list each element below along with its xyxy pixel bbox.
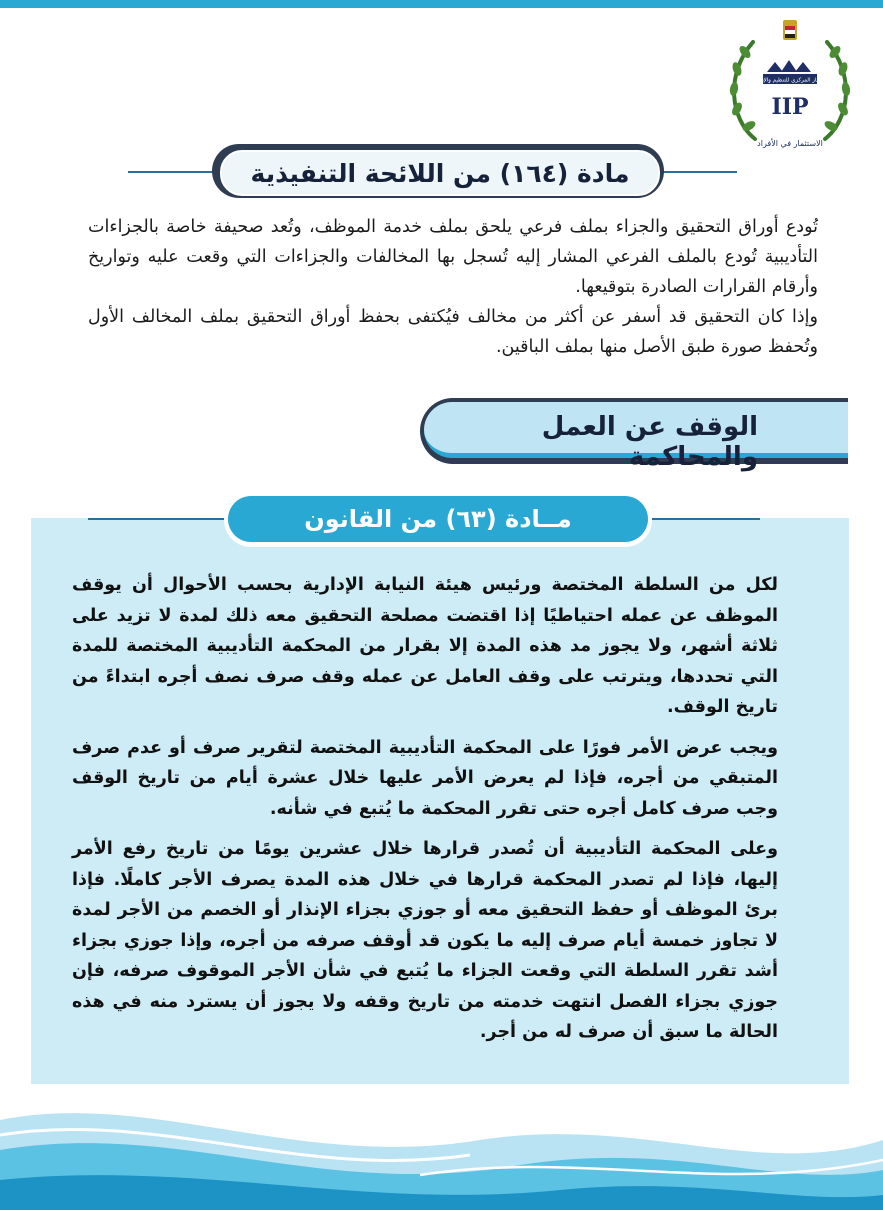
article63-paragraph: وعلى المحكمة التأديبية أن تُصدر قرارها خلال عشرين يومًا من تاريخ رفع الأمر إليها، فإذا لم تصدر المحكمة قرارها في خلال هذه المدة يصرف الأجر كاملًا. فإذا برئ الموظف أو حفظ التحقيق معه أو جوزي بجزاء الإنذار أو الخصم من الأجر لمدة لا تجاوز خمسة أيام صرف إليه ما يكون قد أوقف صرفه من أجره، وإذا جوزي بجزاء أشد تقرر السلطة التي وقعت الجزاء ما يُتبع في شأن الأجر الموقوف صرفه، فإن جوزي بجزاء الفصل انتهت خدمته من تاريخ وقفه ولا يجوز أن يسترد منه في هذه الحالة ما سبق أن صرف له من أجر. (72, 839, 778, 1042)
title-rule-right (662, 171, 737, 173)
article164-paragraph: وإذا كان التحقيق قد أسفر عن أكثر من مخالف فيُكتفى بحفظ أوراق التحقيق بملف المخالف الأول وتُحفظ صورة طبق الأصل منها بملف الباقين. (88, 307, 818, 357)
logo-motto: الاستثمار في الأفراد (757, 139, 823, 148)
law-rule-left (88, 518, 236, 520)
logo-org-name: الجهاز المركزي للتنظيم والإدارة (754, 77, 826, 84)
article63-body (72, 570, 778, 1058)
decorative-waves (0, 1080, 883, 1210)
eagle-emblem-icon (783, 20, 797, 40)
article164-body (88, 212, 818, 362)
article63-paragraph: لكل من السلطة المختصة ورئيس هيئة النيابة الإدارية بحسب الأحوال أن يوقف الموظف عن عمله احتياطيًا إذا اقتضت مصلحة التحقيق معه ذلك لمدة لا تزيد على ثلاثة أشهر، ولا يجوز مد هذه المدة إلا بقرار من المحكمة التأديبية المختصة للمدة التي تحددها، ويترتب على وقف العامل عن عمله وقف صرف نصف أجره ابتداءً من تاريخ الوقف. (72, 575, 778, 717)
title-rule-left (128, 171, 218, 173)
article164-paragraph: تُودع أوراق التحقيق والجزاء بملف فرعي يلحق بملف خدمة الموظف، وتُعد صحيفة خاصة بالجزاءات التأديبية تُودع بالملف الفرعي المشار إليه تُسجل بها المخالفات والجزاءات التي وقعت عليه وتواريخ وأرقام القرارات الصادرة بتوقيعها. (88, 217, 818, 297)
article63-paragraph: ويجب عرض الأمر فورًا على المحكمة التأديبية المختصة لتقرير صرف أو عدم صرف المتبقي من أجره، فإذا لم يعرض الأمر عليها خلال عشرة أيام من تاريخ الوقف وجب صرف كامل أجره حتى تقرر المحكمة ما يُتبع في شأنه. (72, 737, 778, 819)
iip-logo (725, 14, 855, 154)
article63-title: مــادة (٦٣) من القانون (228, 496, 648, 542)
section-heading (420, 398, 848, 472)
article164-title: مادة (١٦٤) من اللائحة التنفيذية (220, 150, 660, 196)
logo-acronym: IIP (771, 94, 809, 120)
section-heading-text: الوقف عن العمل والمحاكمة (541, 412, 758, 472)
law-rule-right (640, 518, 760, 520)
top-accent-bar (0, 0, 883, 8)
